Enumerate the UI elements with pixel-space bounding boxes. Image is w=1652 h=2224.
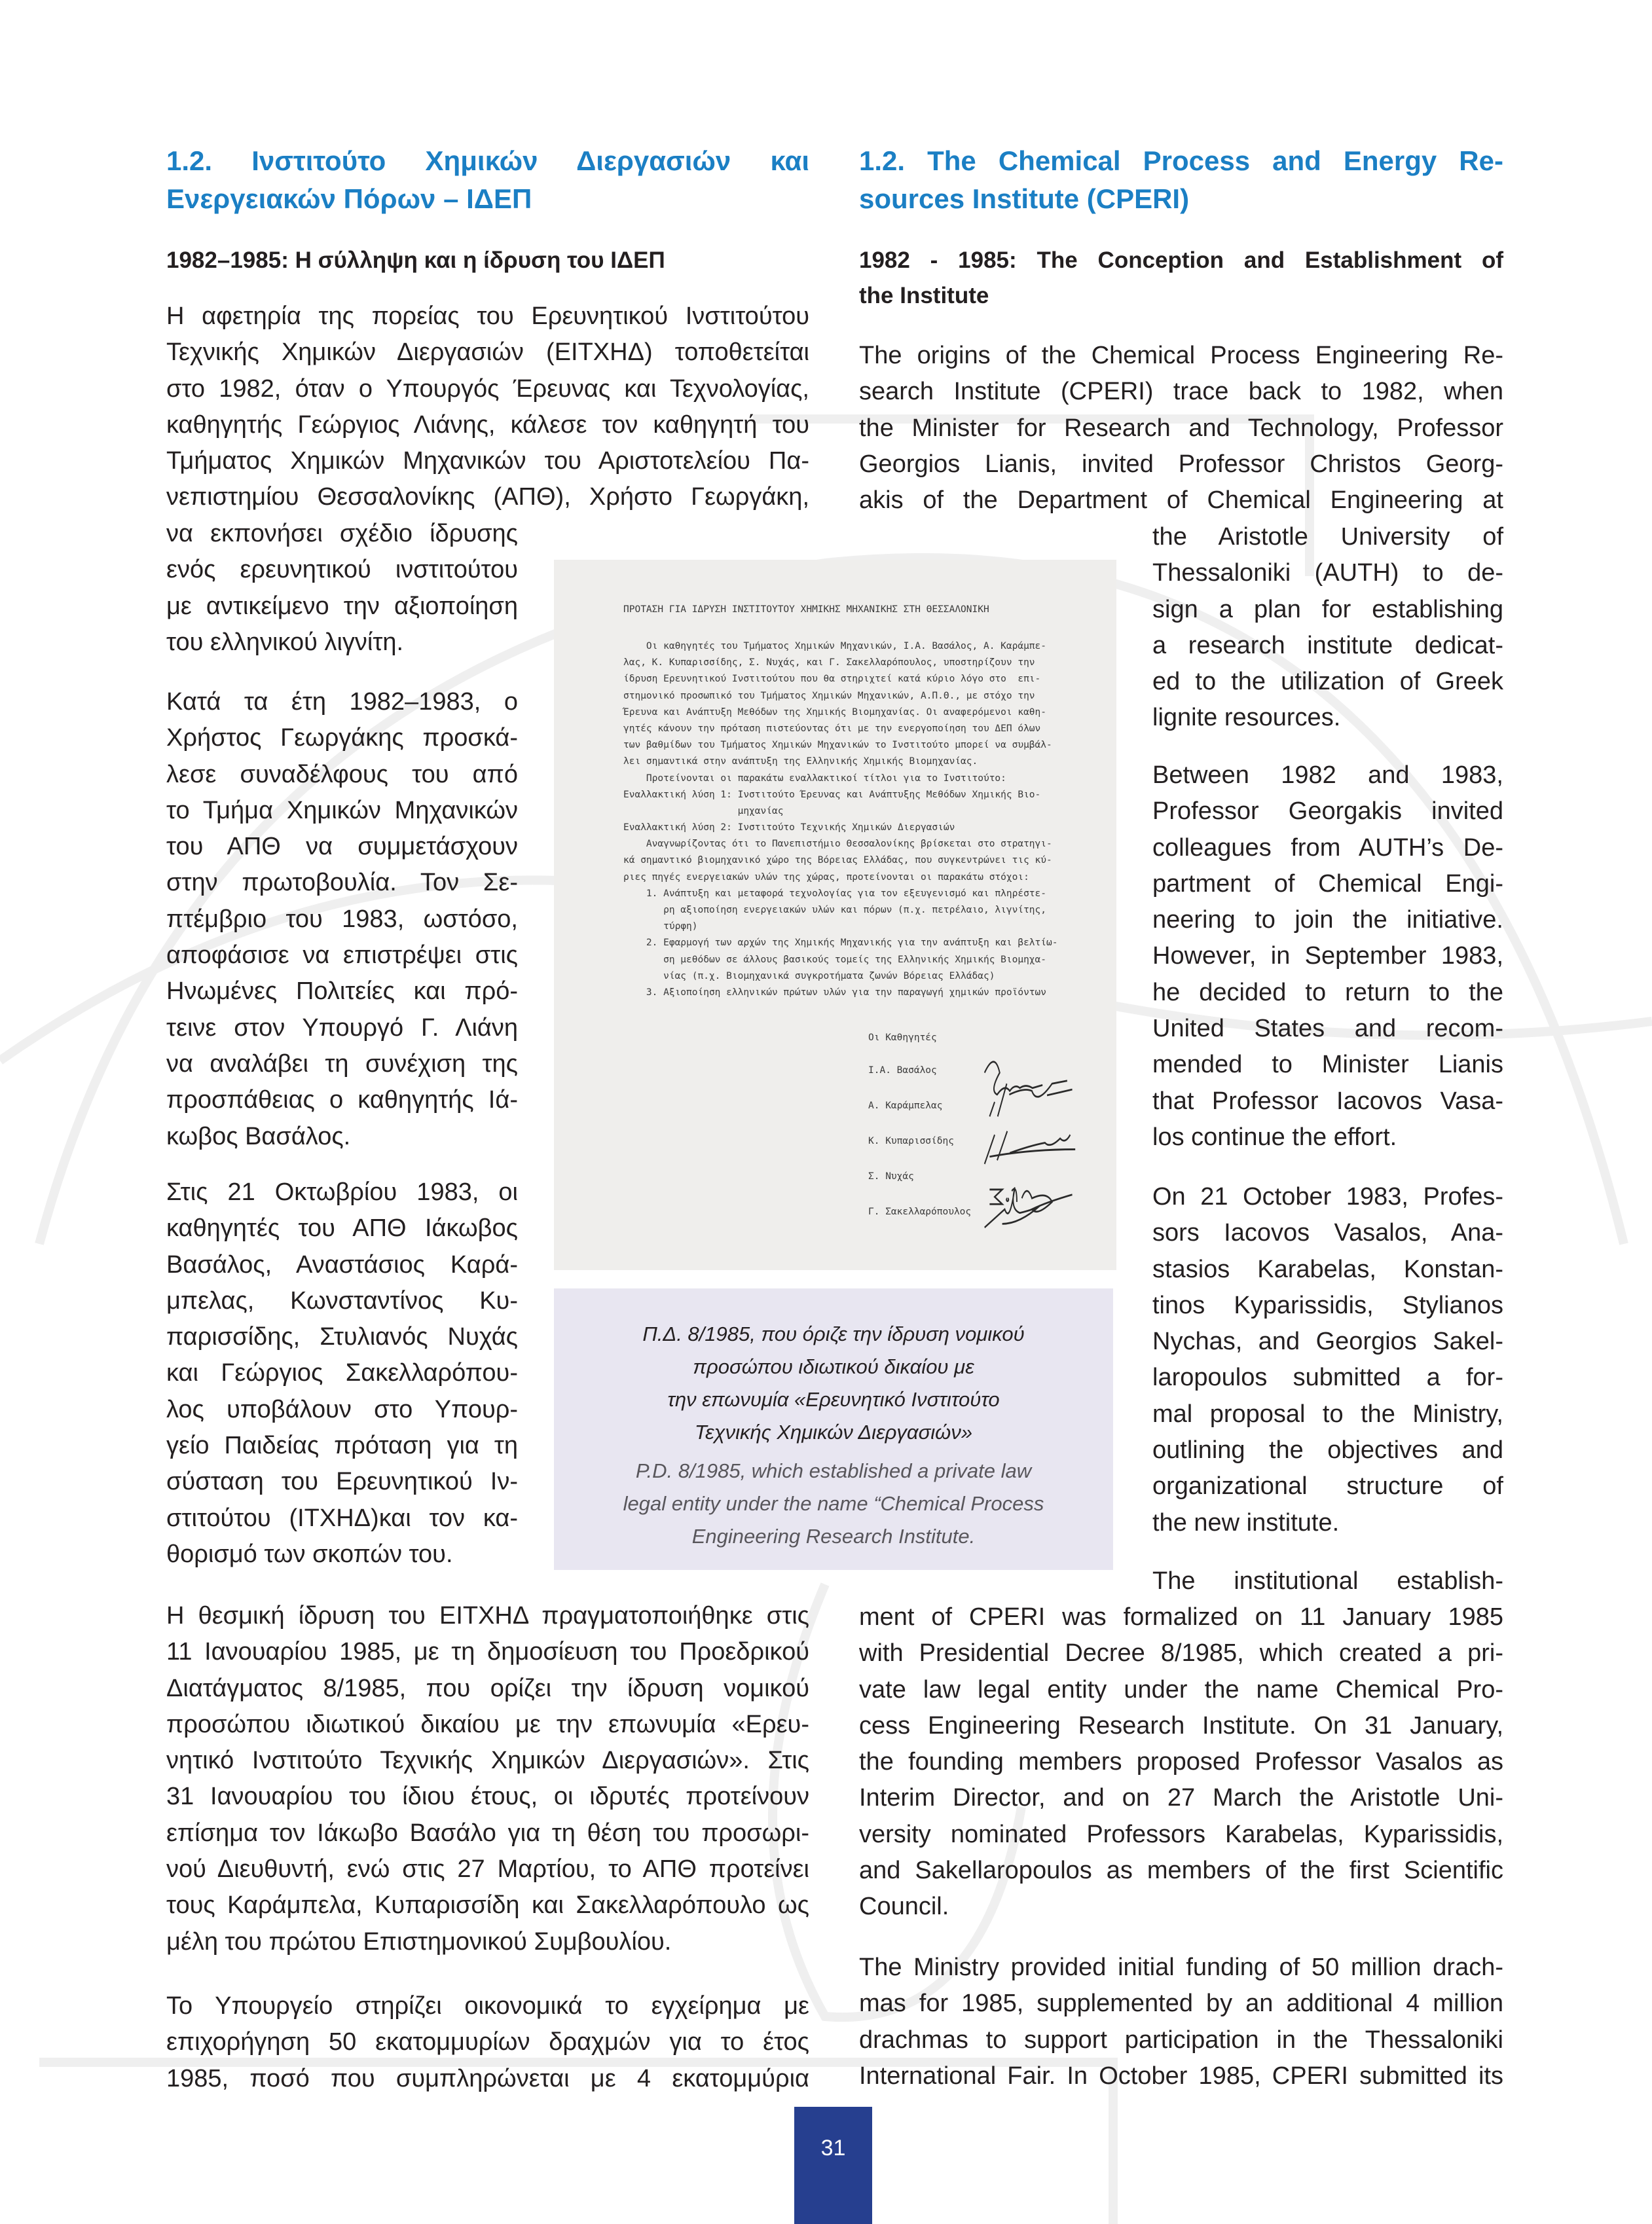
text-line: τους Καράμπελα, Κυπαρισσίδη και Σακελλαρόπουλο ως (166, 1891, 809, 1920)
scan-title: ΠΡΟΤΑΣΗ ΓΙΑ ΙΔΡΥΣΗ ΙΝΣΤΙΤΟΥΤΟΥ ΧΗΜΙΚΗΣ ΜΗΧΑΝΙΚΗΣ ΣΤΗ ΘΕΣΣΑΛΟΝΙΚΗ (623, 604, 989, 615)
text-line: vate law legal entity under the name Chemical Pro- (859, 1675, 1503, 1704)
scanned-proposal-document (554, 560, 1116, 1270)
scan-line: ση μεθόδων σε άλλους βασικούς τομείς της Ελληνικής Χημικής Βιομηχα- (623, 954, 1047, 965)
text-line: επιχορήγηση 50 εκατομμυρίων δραχμών για το έτος (166, 2028, 809, 2056)
caption-line: legal entity under the name “Chemical Process (623, 1492, 1044, 1515)
text-line: ενός ερευνητικού ινστιτούτου (166, 556, 518, 584)
english-subheading-line: the Institute (859, 283, 989, 308)
text-line: κωβος Βασάλος. (166, 1122, 351, 1150)
text-line: παρισσίδης, Στυλιανός Νυχάς (166, 1323, 518, 1351)
text-line: colleagues from AUTH’s De- (1152, 833, 1503, 862)
english-paragraph-2 (1152, 757, 1503, 1156)
text-line: International Fair. In October 1985, CPERI submitted its (859, 2062, 1503, 2090)
text-line: προσπάθειας ο καθηγητής Ιά- (166, 1086, 518, 1114)
text-line: akis of the Department of Chemical Engineering at (859, 486, 1503, 515)
english-heading (859, 142, 1503, 218)
text-line: 31 Ιανουαρίου του ίδιου έτους, οι ιδρυτές προτείνουν (166, 1783, 809, 1811)
text-line: the new institute. (1152, 1508, 1340, 1537)
text-line: versity nominated Professors Karabelas, Kyparissidis, (859, 1820, 1503, 1848)
text-line: Στις 21 Οκτωβρίου 1983, οι (166, 1178, 518, 1206)
text-line: lignite resources. (1152, 704, 1341, 732)
text-line: Η αφετηρία της πορείας του Ερευνητικού Ινστιτούτου (166, 302, 809, 330)
caption-line: Π.Δ. 8/1985, που όριζε την ίδρυση νομικού (642, 1322, 1025, 1345)
text-line: να αναλάβει τη συνέχιση της (166, 1049, 518, 1078)
page-number-box (794, 2107, 872, 2224)
text-line: να εκπονήσει σχέδιο ίδρυσης (166, 520, 518, 547)
text-line: with Presidential Decree 8/1985, which created a pri- (859, 1639, 1503, 1668)
text-line: πτέμβριο του 1983, ωστόσο, (166, 905, 518, 933)
text-line: σύσταση του Ερευνητικού Ιν- (166, 1468, 518, 1496)
text-line: Council. (859, 1893, 949, 1921)
text-line: επίσημα τον Ιάκωβο Βασάλο για τη θέση του προσωρι- (166, 1819, 809, 1847)
text-line: νητικό Ινστιτούτο Τεχνικής Χημικών Διεργασιών». Στις (166, 1747, 809, 1775)
text-line: los continue the effort. (1152, 1123, 1397, 1151)
greek-paragraph-1-wrap (166, 516, 518, 661)
scan-line: Εναλλακτική λύση 2: Ινστιτούτο Τεχνικής Χημικών Διεργασιών (623, 822, 955, 833)
text-line: mended to Minister Lianis (1152, 1051, 1503, 1079)
text-line: partment of Chemical Engi- (1152, 869, 1503, 898)
english-subheading (859, 243, 1503, 314)
text-line: organizational structure of (1152, 1472, 1503, 1501)
text-line: and Sakellaropoulos as members of the first Scientific (859, 1857, 1503, 1885)
greek-paragraph-2 (166, 684, 518, 1155)
english-paragraph-3 (1152, 1179, 1503, 1541)
text-line: γείο Παιδείας πρόταση για τη (166, 1432, 518, 1460)
text-line: neering to join the initiative. (1152, 906, 1503, 934)
text-line: Professor Georgakis invited (1152, 797, 1503, 826)
text-line: However, in September 1983, (1152, 942, 1503, 970)
scan-line: κά σημαντικό βιομηχανικό χώρο της Βόρειας Ελλάδας, που συγκεντρώνει τις κύ- (623, 855, 1052, 866)
english-heading-line: 1.2. The Chemical Process and Energy Re- (859, 145, 1503, 176)
text-line: United States and recom- (1152, 1015, 1503, 1043)
scan-line: Έρευνα και Ανάπτυξη Μεθόδων της Χημικής Βιομηχανίας. Οι αναφερόμενοι καθη- (623, 706, 1047, 718)
text-line: τεινε στον Υπουργό Γ. Λιάνη (166, 1013, 518, 1042)
scan-line: λας, Κ. Κυπαρισσίδης, Σ. Νυχάς, και Γ. Σακελλαρόπουλος, υποστηρίζουν την (623, 657, 1035, 668)
text-line: Η θεσμική ίδρυση του ΕΙΤΧΗΔ πραγματοποιήθηκε στις (166, 1602, 809, 1630)
text-line: mal proposal to the Ministry, (1152, 1400, 1503, 1428)
english-paragraph-4a (1152, 1563, 1503, 1599)
text-line: Thessaloniki (AUTH) to de- (1152, 559, 1503, 587)
text-line: he decided to return to the (1152, 978, 1503, 1006)
caption-line: Τεχνικής Χημικών Διεργασιών» (694, 1421, 973, 1444)
english-heading-line: sources Institute (CPERI) (859, 183, 1190, 214)
text-line: that Professor Iacovos Vasa- (1152, 1087, 1503, 1115)
scan-line: 2. Εφαρμογή των αρχών της Χημικής Μηχανικής για την ανάπτυξη και βελτίω- (623, 938, 1058, 949)
greek-paragraph-4 (166, 1598, 809, 1960)
scan-line: μηχανίας (623, 805, 784, 816)
text-line: με αντικείμενο την αξιοποίηση (166, 592, 518, 620)
text-line: tinos Kyparissidis, Stylianos (1152, 1291, 1503, 1319)
text-line: the Minister for Research and Technology, Professor (859, 414, 1503, 442)
text-line: ed to the utilization of Greek (1152, 668, 1503, 696)
english-paragraph-4b (859, 1599, 1503, 1925)
text-line: the Aristotle University of (1152, 523, 1503, 551)
scan-line: Οι καθηγητές του Τμήματος Χημικών Μηχανικών, Ι.Α. Βασάλος, Α. Καράμπε- (623, 641, 1047, 651)
text-line: προσώπου ιδιωτικού δικαίου με την επωνυμία «Ερευ- (166, 1710, 809, 1738)
caption-greek (554, 1318, 1113, 1449)
text-line: στο 1982, όταν ο Υπουργός Έρευνας και Τεχνολογίας, (166, 374, 809, 403)
text-line: καθηγητής Γεώργιος Λιάνης, κάλεσε τον καθηγητή του (166, 410, 809, 439)
scan-signatories-heading: Οι Καθηγητές (868, 1032, 937, 1043)
text-line: καθηγητές του ΑΠΘ Ιάκωβος (166, 1214, 518, 1243)
scan-line: λει σημαντικά στην ανάπτυξη της Ελληνικής Χημικής Βιομηχανίας. (623, 756, 978, 767)
greek-paragraph-3 (166, 1175, 518, 1573)
scan-line: ριες πηγές ενεργειακών υλών της χώρας, προτείνονται οι παρακάτω στόχοι: (623, 871, 1029, 883)
text-line: Ηνωμένες Πολιτείες και πρό- (166, 977, 518, 1006)
greek-paragraph-1 (166, 299, 809, 516)
text-line: Χρήστος Γεωργάκης προσκά- (166, 724, 518, 752)
text-line: του ΑΠΘ να συμμετάσχουν (166, 833, 518, 861)
english-subheading-line: 1982 - 1985: The Conception and Establishment of (859, 247, 1503, 273)
scan-signatory: Ι.Α. Βασάλος (868, 1065, 937, 1076)
english-paragraph-5 (859, 1950, 1503, 2094)
text-line: 1985, ποσό που συμπληρώνεται με 4 εκατομμύρια (166, 2064, 809, 2092)
text-line: του ελληνικού λιγνίτη. (166, 628, 404, 656)
text-line: Το Υπουργείο στηρίζει οικονομικά το εγχείρημα με (166, 1992, 809, 2020)
text-line: λεσε συναδέλφους του από (166, 760, 518, 788)
text-line: και Γεώργιος Σακελλαρόπου- (166, 1359, 518, 1387)
text-line: στιτούτου (ΙΤΧΗΔ)και τον κα- (166, 1504, 518, 1532)
text-line: μπελας, Κωνσταντίνος Κυ- (166, 1286, 518, 1315)
text-line: On 21 October 1983, Profes- (1152, 1183, 1503, 1211)
text-line: Τεχνικής Χημικών Διεργασιών (ΕΙΤΧΗΔ) τοποθετείται (166, 338, 809, 367)
text-line: Κατά τα έτη 1982–1983, ο (166, 688, 518, 716)
text-line: The Ministry provided initial funding of 50 million drach- (859, 1954, 1503, 1981)
text-line: Between 1982 and 1983, (1152, 761, 1503, 789)
scan-line: ρη αξιοποίηση ενεργειακών υλών και πόρων (π.χ. πετρέλαιο, λιγνίτης, (623, 905, 1047, 915)
image-caption (554, 1288, 1113, 1570)
scan-line: στημονικό προσωπικό του Τμήματος Χημικών Μηχανικών, Α.Π.Θ., με στόχο την (623, 690, 1035, 701)
text-line: outlining the objectives and (1152, 1436, 1503, 1465)
scan-body (623, 638, 1111, 1001)
scan-line: Αναγνωρίζοντας ότι το Πανεπιστήμιο Θεσσαλονίκης βρίσκεται στο στρατηγι- (623, 839, 1052, 850)
greek-heading-line: Ενεργειακών Πόρων – ΙΔΕΠ (166, 183, 532, 214)
text-line: Βασάλος, Αναστάσιος Καρά- (166, 1250, 518, 1279)
text-line: στην πρωτοβουλία. Τον Σε- (166, 869, 518, 897)
text-line: sors Iacovos Vasalos, Ana- (1152, 1219, 1503, 1247)
scan-line: των βαθμίδων του Τμήματος Χημικών Μηχανικών το Ινστιτούτο μπορεί να συμβάλ- (623, 740, 1052, 751)
text-line: λος υποβάλουν στο Υπουρ- (166, 1395, 518, 1423)
text-line: cess Engineering Research Institute. On 31 January, (859, 1711, 1503, 1740)
scan-line: ίδρυση Ερευνητικού Ινστιτούτου που θα στηριχτεί κατά κύριο λόγο στο επι- (623, 674, 1041, 685)
scan-line: Προτείνονται οι παρακάτω εναλλακτικοί τίτλοι για το Ινστιτούτο: (623, 773, 1006, 784)
text-line: The origins of the Chemical Process Engineering Re- (859, 342, 1503, 369)
text-line: drachmas to support participation in the Thessaloniki (859, 2026, 1503, 2054)
scan-line: Εναλλακτική λύση 1: Ινστιτούτο Έρευνας και Ανάπτυξης Μεθόδων Χημικής Βιο- (623, 789, 1041, 800)
scan-signatory: Σ. Νυχάς (868, 1171, 914, 1182)
text-line: μέλη του πρώτου Επιστημονικού Συμβουλίου. (166, 1927, 672, 1956)
page-number: 31 (820, 2136, 846, 2160)
greek-heading-line: 1.2. Ινστιτούτο Χημικών Διεργασιών και (166, 145, 809, 176)
text-line: Διατάγματος 8/1985, που ορίζει την ίδρυση νομικού (166, 1674, 809, 1702)
greek-subheading-line: 1982–1985: Η σύλληψη και η ίδρυση του ΙΔΕΠ (166, 247, 665, 273)
caption-english (554, 1455, 1113, 1553)
scan-line: τύρφη) (623, 921, 698, 932)
text-line: Georgios Lianis, invited Professor Christos Georg- (859, 450, 1503, 478)
scan-line: γητές κάνουν την πρόταση πιστεύοντας ότι με την ενεργοποίηση του ΔΕΠ όλων (623, 723, 1041, 734)
text-line: search Institute (CPERI) trace back to 1982, when (859, 378, 1503, 406)
text-line: νού Διευθυντή, ενώ στις 27 Μαρτίου, το ΑΠΘ προτείνει (166, 1855, 809, 1884)
text-line: αποφάσισε να επιστρέψει στις (166, 941, 518, 970)
text-line: Interim Director, and on 27 March the Aristotle Uni- (859, 1784, 1503, 1812)
text-line: mas for 1985, supplemented by an additional 4 million (859, 1990, 1503, 2018)
text-line: laropoulos submitted a for- (1152, 1364, 1503, 1392)
caption-line: την επωνυμία «Ερευνητικό Ινστιτούτο (667, 1388, 1000, 1411)
scan-signatory: Γ. Σακελλαρόπουλος (868, 1207, 972, 1217)
caption-line: προσώπου ιδιωτικού δικαίου με (693, 1355, 974, 1378)
english-paragraph-1 (859, 338, 1503, 519)
handwritten-signatures (980, 1051, 1111, 1241)
text-line: το Τμήμα Χημικών Μηχανικών (166, 796, 518, 824)
text-line: The institutional establish- (1152, 1567, 1503, 1595)
text-line: θορισμό των σκοπών του. (166, 1540, 453, 1568)
text-line: Nychas, and Georgios Sakel- (1152, 1328, 1503, 1356)
text-line: 11 Ιανουαρίου 1985, με τη δημοσίευση του Προεδρικού (166, 1638, 809, 1666)
scan-signatory: Κ. Κυπαρισσίδης (868, 1136, 954, 1146)
scan-line: 3. Αξιοποίηση ελληνικών πρώτων υλών για την παραγωγή χημικών προϊόντων (623, 987, 1047, 998)
text-line: a research institute dedicat- (1152, 631, 1503, 659)
text-line: νεπιστημίου Θεσσαλονίκης (ΑΠΘ), Χρήστο Γεωργάκη, (166, 483, 809, 511)
english-paragraph-1-wrap (1152, 519, 1503, 737)
greek-subheading (166, 243, 809, 278)
text-line: stasios Karabelas, Konstan- (1152, 1255, 1503, 1283)
caption-line: Engineering Research Institute. (691, 1525, 976, 1548)
scan-line: 1. Ανάπτυξη και μεταφορά τεχνολογίας για τον εξευγενισμό και πληρέστε- (623, 888, 1047, 899)
text-line: ment of CPERI was formalized on 11 January 1985 (859, 1603, 1503, 1631)
caption-line: P.D. 8/1985, which established a private law (635, 1459, 1032, 1482)
text-line: Τμήματος Χημικών Μηχανικών του Αριστοτελείου Πα- (166, 447, 809, 475)
text-line: sign a plan for establishing (1152, 595, 1503, 623)
scan-line: νίας (π.χ. Βιομηχανικά συγκροτήματα ζωνών Βόρειας Ελλάδας) (623, 970, 995, 981)
scan-signatory: Α. Καράμπελας (868, 1101, 943, 1111)
greek-paragraph-5 (166, 1988, 809, 2097)
greek-heading (166, 142, 809, 218)
scan-content (554, 560, 1116, 1270)
text-line: the founding members proposed Professor Vasalos as (859, 1748, 1503, 1776)
